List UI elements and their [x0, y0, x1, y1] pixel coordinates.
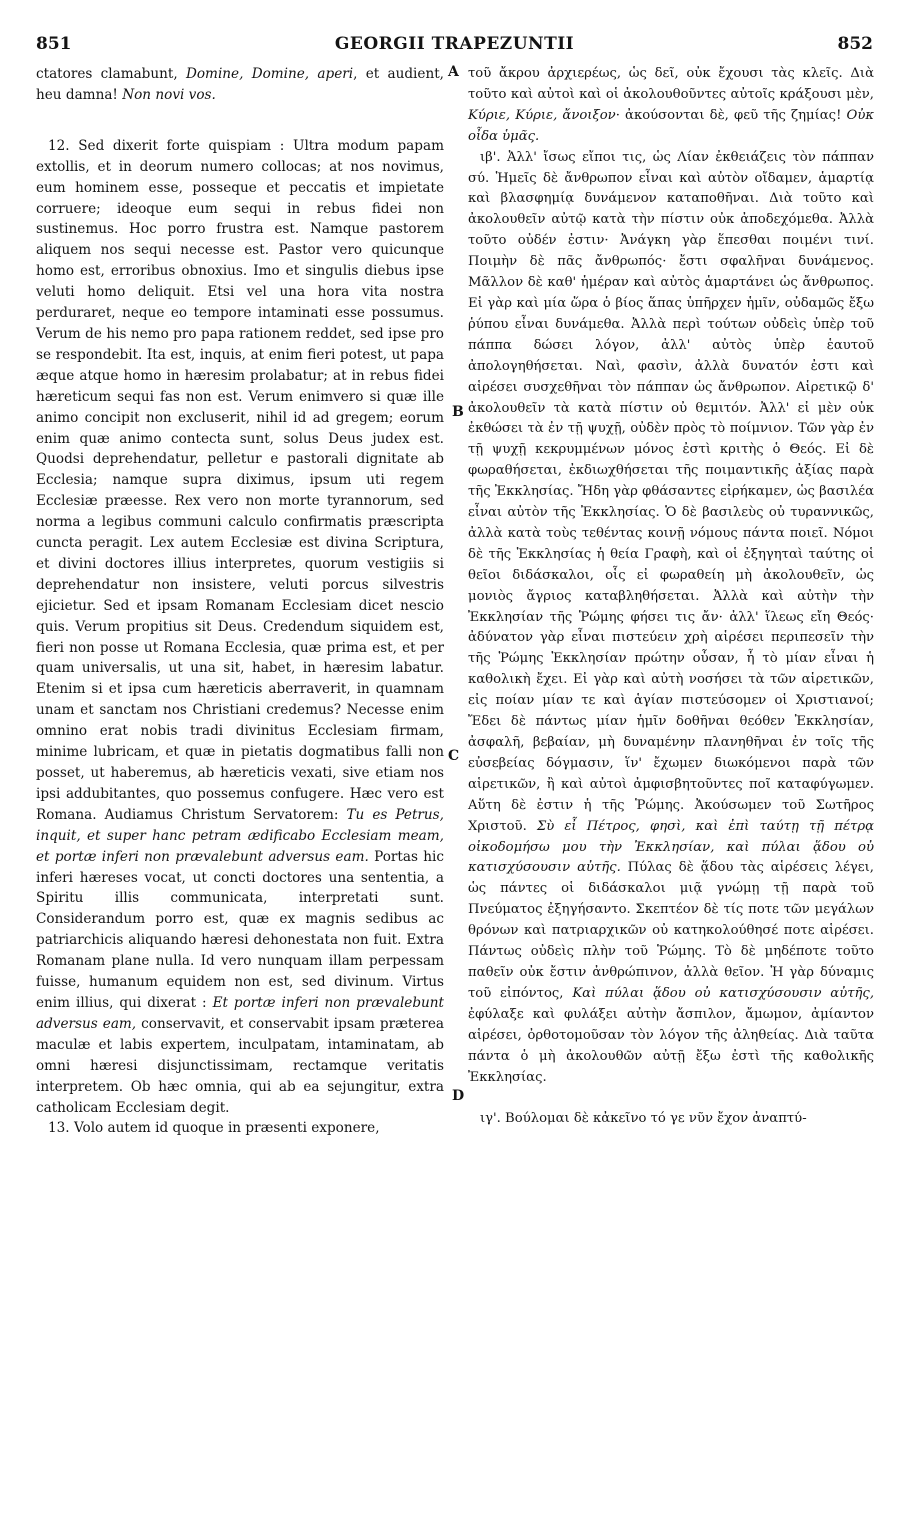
margin-marker-d: D	[452, 1088, 465, 1104]
greek-text: ἐφύλαξε καὶ φυλάξει αὐτὴν ἄσπιλον, ἄμωμον, ἀμίαντον αἱρέσει, ὀρθοτομοῦσαν τὸν λόγον τῆς ἀληθείας. Διὰ ταῦτα πάντα ὁ μὴ ἀκολουθῶν αὐτῇ ἔξω ἐστὶ τῆς καθολικῆς Ἐκκλησίας.	[468, 1006, 874, 1085]
latin-quote: Tu es Petrus, inquit, et super hanc petram ædificabo Ecclesiam meam, et portæ inferi non prævalebunt adversus eam.	[36, 806, 444, 865]
greek-quote: Σὺ εἶ Πέτρος, φησὶ, καὶ ἐπὶ ταύτῃ τῇ πέτρᾳ οἰκοδομήσω μου τὴν Ἐκκλησίαν, καὶ πύλαι ᾅδου οὐ κατισχύσουσιν αὐτῆς.	[468, 818, 875, 876]
latin-text: 12. Sed dixerit forte quispiam : Ultra modum papam extollis, et in deorum numero collocas; at nos novimus, eum hominem esse, posseque et peccatis et impietate corruere; ideoque eum sequi in rebus fidei non sustinemus. Hoc porro frustra est. Namque pastorem aliquem nos sequi necesse est. Pastor vero quicunque homo est, erroribus obnoxius. Imo et singulis diebus ipse veluti homo deliquit. Etsi vel una hora vita nostra perduraret, neque eo tempore intaminati esse possumus. Verum de his nemo pro papa rationem reddet, sed ipse pro se respondebit. Ita est, inquis, at enim fieri potest, ut papa æque atque homo in hæresim prolabatur; at in rebus fidei hæreticum sequi fas non est. Verum enimvero si quæ ille animo concipit non excluserit, nihil id ad gregem; eorum enim quæ animo contecta sunt, solus Deus judex est. Quodsi deprehendatur, pelletur e pastorali dignitate ab Ecclesia; namque supra diximus, ipsum uti regem Ecclesiæ præesse. Rex vero non morte tyrannorum, sed norma a legibus communi calculo confirmatis præscripta cuncta peragit. Lex autem Ecclesiæ est divina Scriptura, et divini doctores illius interpretes, quorum vestigiis si deprehendatur non insistere, veluti porcus silvestris ejicietur. Sed et ipsam Romanam Ecclesiam dicet nescio quis. Verum propitius sit Deus. Credendum siquidem est, fieri non posse ut Romana Ecclesia, quæ prima est, et per quam universalis, ut una sit, habet, in hæresim labatur. Etenim si et ipsa cum hæreticis aberraverit, in quamnam unam et sanctam nos Christiani credemus? Necesse enim omnino erat nobis tradi divinitus Ecclesiam firmam, minime lubricam, et quæ in pietatis dogmatibus falli non posset, ut haberemus, ab hæreticis vexati, sive etiam nos ipsi addubitantes, quo possemus confugere. Hæc vero est Romana. Audiamus Christum Servatorem:	[36, 137, 444, 823]
page-header	[36, 34, 873, 60]
latin-quote: Domine, Domine, aperi	[185, 66, 354, 82]
greek-quote: Καὶ πύλαι ᾅδου οὐ κατισχύσουσιν αὐτῆς,	[572, 985, 875, 1001]
greek-paragraph-13: ιγ'. Βούλομαι δὲ κἀκεῖνο τό γε νῦν ἔχον ἀναπτύ-	[480, 1111, 807, 1127]
latin-text: conservavit, et conservabit ipsam præterea maculæ et labis expertem, inculpatam, intaminatam, ab omni hæresi disjunctissimam, rectamque veritatis interpretem. Ob hæc omnia, qui ab ea sejungitur, extra catholicam Ecclesiam degit.	[36, 1015, 444, 1116]
latin-text: ctatores clamabunt,	[36, 66, 186, 82]
latin-paragraph-13: 13. Volo autem id quoque in præsenti exponere,	[48, 1120, 380, 1137]
latin-text: , et audient, heu damna!	[36, 66, 444, 103]
latin-quote: Non novi vos.	[122, 86, 216, 103]
greek-paragraph-12	[468, 148, 874, 1089]
greek-column	[468, 64, 874, 1130]
running-title: GEORGII TRAPEZUNTII	[334, 34, 575, 54]
greek-text: τοῦ ἄκρου ἀρχιερέως, ὡς δεῖ, οὐκ ἔχουσι τὰς κλεῖς. Διὰ τοῦτο καὶ αὐτοὶ καὶ οἱ ἀκολουθοῦντες αὐτοῖς κράξουσι μὲν,	[468, 66, 874, 102]
latin-column	[36, 64, 444, 1139]
margin-marker-a: A	[448, 64, 459, 80]
latin-paragraph-continued	[36, 64, 444, 106]
greek-quote: Οὐκ οἶδα ὑμᾶς.	[468, 107, 875, 144]
page-number-left: 851	[36, 34, 72, 54]
greek-text: ιβ'. Ἀλλ' ἴσως εἴποι τις, ὡς Λίαν ἐκθειάζεις τὸν πάππαν σύ. Ἡμεῖς δὲ ἄνθρωπον εἶναι καὶ αὐτὸν οἴδαμεν, ἁμαρτίᾳ καὶ βλασφημίᾳ δυνάμενον καταποθῆναι. Διὰ τοῦτο καὶ ἀκολουθεῖν αὐτῷ κατὰ τὴν πίστιν οὐκ ἀποδεχόμεθα. Ἀλλὰ τοῦτο οὐδέν ἐστιν· Ἀνάγκη γὰρ ἕπεσθαι ποιμένι τινί. Ποιμὴν δὲ πᾶς ἄνθρωπός· ἔστι σφαλῆναι δυνάμενος. Μᾶλλον δὲ καθ' ἡμέραν καὶ αὐτὸς ἁμαρτάνει ὡς ἄνθρωπος. Εἰ γὰρ καὶ μία ὥρα ὁ βίος ἅπας ὑπῆρχεν ἡμῖν, οὐδαμῶς ἔξω ῥύπου εἶναι δυνάμεθα. Ἀλλὰ περὶ τούτων οὐδεὶς ὑπὲρ τοῦ πάππα δώσει λόγον, ἀλλ' αὐτὸς ὑπὲρ ἑαυτοῦ ἀπολογηθήσεται. Ναὶ, φασὶν, ἀλλὰ δυνατόν ἐστι καὶ αἱρέσει συσχεθῆναι τὸν πάππαν ὡς ἄνθρωπον. Αἱρετικῷ δ' ἀκολουθεῖν τὰ κατὰ πίστιν οὐ θεμιτόν. Ἀλλ' εἰ μὲν οὐκ ἐκθώσει τὰ ἐν τῇ ψυχῇ, οὐδὲν πρὸς τὸ ποίμνιον. Τῶν γὰρ ἐν τῇ ψυχῇ κεκρυμμένων μόνος ἐστὶ κριτὴς ὁ Θεός. Εἰ δὲ φωραθήσεται, ἐκδιωχθήσεται τῆς ποιμαντικῆς ἀξίας παρὰ τῆς Ἐκκλησίας. Ἤδη γὰρ φθάσαντες εἰρήκαμεν, ὡς βασιλέα εἶναι αὐτὸν τῆς Ἐκκλησίας. Ὁ δὲ βασιλεὺς οὐ τυραννικῶς, ἀλλὰ κατὰ τοὺς τεθέντας κοινῇ νόμους πάντα ποιεῖ. Νόμοι δὲ τῆς Ἐκκλησίας ἡ θεία Γραφὴ, καὶ οἱ ἐξηγηταὶ ταύτης οἱ θεῖοι διδάσκαλοι, οἷς εἰ φωραθείη μὴ ἀκολουθεῖν, ὡς μονιὸς ἄγριος καταβληθήσεται. Ἀλλὰ καὶ αὐτὴν τὴν Ἐκκλησίαν τῆς Ῥώμης φήσει τις ἄν· ἀλλ' ἵλεως εἴη Θεός· ἀδύνατον γὰρ εἶναι πιστεύειν χρὴ αἱρέσει περιπεσεῖν τὴν τῆς Ῥώμης Ἐκκλησίαν πρώτην οὖσαν, ἧ τὸ μίαν εἶναι ἡ καθολικὴ ἔχει. Εἰ γὰρ καὶ αὐτὴ νοσήσει τὰ τῶν αἱρετικῶν, εἰς ποίαν μίαν τε καὶ ἁγίαν πιστεύσομεν οἱ Χριστιανοί; Ἔδει δὲ πάντως μίαν ἡμῖν δοθῆναι θεόθεν Ἐκκλησίαν, ἀσφαλῆ, βεβαίαν, μὴ δυναμένην πλανηθῆναι ἐν τοῖς τῆς εὐσεβείας δόγμασιν, ἵν' ἔχωμεν διωκόμενοι παρὰ τῶν αἱρετικῶν, ἢ καὶ αὐτοὶ ἀμφισβητοῦντες ποῖ καταφύγωμεν. Αὕτη δὲ ἐστιν ἡ τῆς Ῥώμης. Ἀκούσωμεν τοῦ Σωτῆρος Χριστοῦ.	[468, 149, 874, 834]
page-number-right: 852	[837, 34, 873, 54]
greek-text: · ἀκούσονται δὲ, φεῦ τῆς ζημίας!	[615, 107, 847, 123]
greek-paragraph-continued	[468, 64, 874, 148]
latin-paragraph-12	[36, 136, 444, 1119]
greek-quote: Κύριε, Κύριε, ἄνοιξον	[468, 107, 616, 123]
margin-marker-c: C	[448, 748, 460, 764]
greek-text: Πύλας δὲ ᾅδου τὰς αἱρέσεις λέγει, ὡς πάντες οἱ διδάσκαλοι μιᾷ γνώμῃ τῇ παρὰ τοῦ Πνεύματος ἐξηγήσαντο. Σκεπτέον δὲ τίς ποτε τῶν μεγάλων θρόνων καὶ πατριαρχικῶν οὐ κατηκολούθησέ ποτε αἱρέσει. Πάντως οὐδεὶς πλὴν τοῦ Ῥώμης. Τὸ δὲ μηδέποτε τοῦτο παθεῖν οὐκ ἔστιν ἀνθρώπινον, ἀλλὰ θεῖον. Ἡ γὰρ δύναμις τοῦ εἰπόντος,	[468, 860, 874, 1001]
latin-text: Portas hic inferi hæreses vocat, ut concti doctores una sententia, a Spiritu illis communicata, interpretati sunt. Considerandum porro est, quæ ex magnis sedibus ac patriarchicis aliquando hæresi dehonestata non fuit. Extra Romanam plane nulla. Id vero nunquam illam perpessam fuisse, humanum equidem non est, sed divinum. Virtus enim illius, qui dixerat :	[36, 848, 445, 1011]
latin-quote: Et portæ inferi non prævalebunt adversus eam,	[36, 994, 445, 1032]
margin-marker-b: B	[452, 404, 464, 420]
